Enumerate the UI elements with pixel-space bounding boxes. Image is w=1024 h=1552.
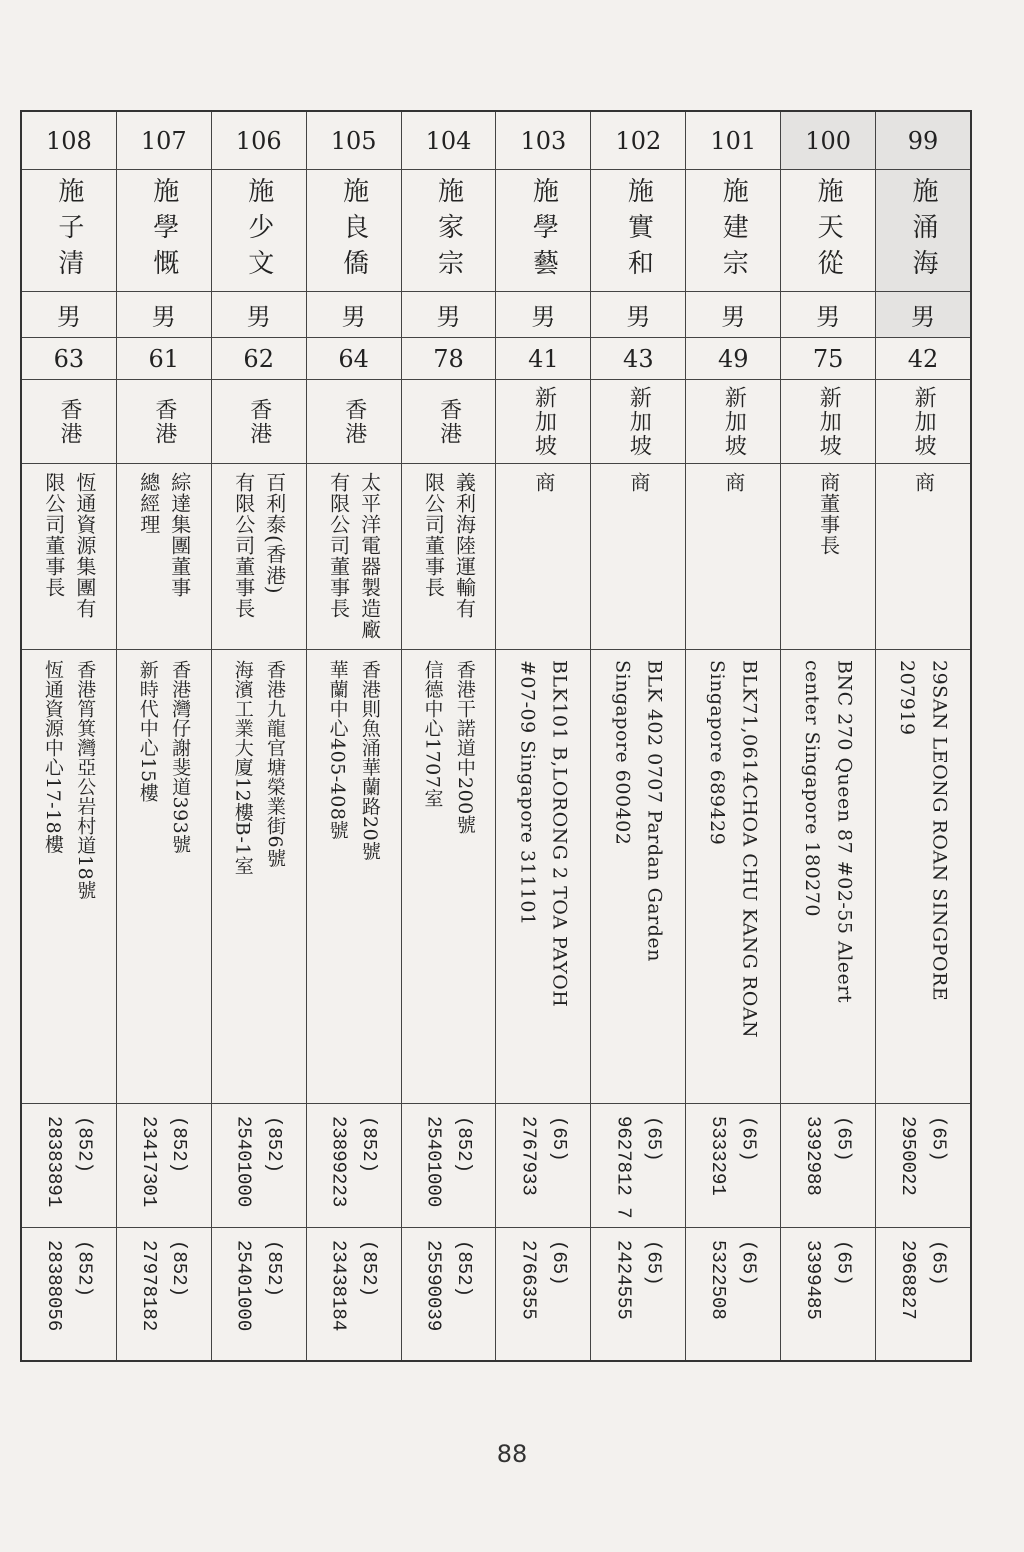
entry-phone: (65) 2767933 bbox=[517, 1116, 570, 1196]
entry-fax: (65) 2424555 bbox=[612, 1240, 665, 1320]
entry-name: 施天從 bbox=[813, 176, 844, 285]
table-column bbox=[22, 112, 116, 1360]
table-column bbox=[306, 112, 401, 1360]
entry-address: 香港則魚涌華蘭路20號 華蘭中心405-408號 bbox=[326, 660, 381, 861]
entry-address: 香港筲箕灣亞公岩村道18號 恆通資源中心17-18樓 bbox=[41, 660, 97, 900]
entry-fax: (852) 27978182 bbox=[137, 1240, 191, 1332]
entry-phone: (65) 2950022 bbox=[897, 1116, 950, 1196]
entry-sex: 男 bbox=[151, 303, 176, 331]
entry-fax: (852) 25401000 bbox=[232, 1240, 286, 1332]
entry-name: 施良僑 bbox=[338, 176, 369, 285]
entry-age: 64 bbox=[338, 344, 369, 373]
entry-number-cell bbox=[686, 112, 780, 170]
entry-phone: (852) 23899223 bbox=[327, 1116, 380, 1208]
entry-phone-cell bbox=[876, 1104, 970, 1228]
entry-sex-cell bbox=[496, 292, 590, 338]
entry-age-cell bbox=[496, 338, 590, 380]
entry-address: BLK71,0614CHOA CHU KANG ROAN Singapore 689429 bbox=[706, 660, 761, 1039]
entry-name-cell bbox=[781, 170, 875, 292]
entry-name-cell bbox=[307, 170, 401, 292]
entry-sex: 男 bbox=[721, 303, 746, 331]
entry-place-cell bbox=[22, 380, 116, 464]
entry-place: 香港 bbox=[436, 397, 462, 446]
entry-occupation-cell bbox=[876, 464, 970, 650]
entry-fax-cell bbox=[591, 1228, 685, 1360]
entry-age-cell bbox=[117, 338, 211, 380]
entry-address-cell bbox=[591, 650, 685, 1104]
entry-phone: (852) 25401000 bbox=[232, 1116, 286, 1208]
entry-number: 106 bbox=[235, 126, 282, 155]
entry-sex-cell bbox=[402, 292, 496, 338]
entry-age: 61 bbox=[148, 344, 180, 373]
entry-place-cell bbox=[402, 380, 496, 464]
entry-number: 103 bbox=[520, 126, 567, 155]
entry-fax-cell bbox=[402, 1228, 496, 1360]
entry-age-cell bbox=[307, 338, 401, 380]
entry-fax: (65) 2968827 bbox=[897, 1240, 950, 1320]
entry-age-cell bbox=[876, 338, 970, 380]
entry-phone-cell bbox=[591, 1104, 685, 1228]
entry-phone: (852) 28383891 bbox=[42, 1116, 96, 1208]
entry-phone-cell bbox=[686, 1104, 780, 1228]
entry-number-cell bbox=[212, 112, 306, 170]
entry-age: 42 bbox=[907, 344, 939, 373]
entry-number-cell bbox=[22, 112, 116, 170]
entry-sex: 男 bbox=[436, 303, 461, 331]
entry-sex: 男 bbox=[531, 303, 556, 331]
entry-place-cell bbox=[307, 380, 401, 464]
entry-occupation-cell bbox=[781, 464, 875, 650]
entry-place: 新加坡 bbox=[911, 385, 937, 458]
entry-fax: (852) 28388056 bbox=[42, 1240, 96, 1332]
entry-fax-cell bbox=[781, 1228, 875, 1360]
entry-name: 施建宗 bbox=[718, 176, 749, 285]
entry-phone-cell bbox=[212, 1104, 306, 1228]
entry-number-cell bbox=[496, 112, 590, 170]
entry-age-cell bbox=[591, 338, 685, 380]
entry-occupation-cell bbox=[117, 464, 211, 650]
entry-address-cell bbox=[496, 650, 590, 1104]
entry-occupation-cell bbox=[212, 464, 306, 650]
entry-place-cell bbox=[591, 380, 685, 464]
entry-occupation: 商 bbox=[626, 472, 651, 493]
entry-sex-cell bbox=[307, 292, 401, 338]
entry-name-cell bbox=[22, 170, 116, 292]
entry-occupation: 商董事長 bbox=[816, 472, 841, 556]
table-column bbox=[116, 112, 211, 1360]
entry-place-cell bbox=[496, 380, 590, 464]
entry-occupation: 商 bbox=[911, 472, 936, 493]
table-column bbox=[875, 112, 970, 1360]
entry-age: 62 bbox=[243, 344, 274, 373]
entry-phone: (65) 3392988 bbox=[802, 1116, 855, 1196]
entry-number-cell bbox=[876, 112, 970, 170]
entry-occupation: 綜達集團董事 總經理 bbox=[136, 472, 192, 598]
entry-fax: (852) 25590039 bbox=[422, 1240, 475, 1332]
entry-address-cell bbox=[212, 650, 306, 1104]
entry-name-cell bbox=[496, 170, 590, 292]
entry-number: 100 bbox=[805, 126, 852, 155]
entry-occupation-cell bbox=[496, 464, 590, 650]
entry-place: 新加坡 bbox=[721, 385, 747, 458]
entry-place: 香港 bbox=[56, 397, 82, 446]
entry-occupation-cell bbox=[402, 464, 496, 650]
entry-age: 75 bbox=[812, 344, 844, 373]
entry-name-cell bbox=[876, 170, 970, 292]
entry-address-cell bbox=[402, 650, 496, 1104]
entry-sex-cell bbox=[686, 292, 780, 338]
entry-fax-cell bbox=[496, 1228, 590, 1360]
entry-address-cell bbox=[22, 650, 116, 1104]
entry-sex-cell bbox=[591, 292, 685, 338]
entry-number: 99 bbox=[907, 126, 939, 155]
entry-name: 施家宗 bbox=[433, 176, 464, 285]
entry-address: 香港灣仔謝斐道393號 新時代中心15樓 bbox=[136, 660, 192, 854]
entry-address: BLK 402 0707 Pardan Garden Singapore 600402 bbox=[611, 660, 666, 962]
entry-name-cell bbox=[212, 170, 306, 292]
entry-fax: (65) 3399485 bbox=[802, 1240, 855, 1320]
entry-age: 41 bbox=[528, 344, 559, 373]
entry-place: 香港 bbox=[341, 397, 367, 446]
entry-phone-cell bbox=[781, 1104, 875, 1228]
entry-number-cell bbox=[402, 112, 496, 170]
entry-number: 101 bbox=[710, 126, 757, 155]
entry-phone: (852) 23417301 bbox=[137, 1116, 191, 1208]
entry-age-cell bbox=[22, 338, 116, 380]
entry-name-cell bbox=[686, 170, 780, 292]
member-table bbox=[20, 110, 972, 1362]
entry-name: 施涌海 bbox=[908, 176, 939, 285]
entry-address: 29SAN LEONG ROAN SINGPORE 207919 bbox=[896, 660, 951, 1002]
entry-phone: (65) 9627812 7 bbox=[612, 1116, 665, 1219]
entry-fax-cell bbox=[212, 1228, 306, 1360]
entry-age-cell bbox=[686, 338, 780, 380]
table-column bbox=[780, 112, 875, 1360]
entry-sex-cell bbox=[117, 292, 211, 338]
entry-age-cell bbox=[402, 338, 496, 380]
entry-address-cell bbox=[876, 650, 970, 1104]
entry-address: BLK101 B,LORONG 2 TOA PAYOH #07-09 Singapore 311101 bbox=[516, 660, 571, 1008]
entry-sex: 男 bbox=[341, 303, 366, 331]
entry-fax-cell bbox=[22, 1228, 116, 1360]
entry-number-cell bbox=[307, 112, 401, 170]
entry-name-cell bbox=[402, 170, 496, 292]
entry-number-cell bbox=[591, 112, 685, 170]
entry-place-cell bbox=[781, 380, 875, 464]
entry-sex: 男 bbox=[626, 303, 651, 331]
entry-name: 施學藝 bbox=[528, 176, 559, 285]
entry-number: 105 bbox=[330, 126, 377, 155]
entry-phone-cell bbox=[496, 1104, 590, 1228]
entry-occupation: 商 bbox=[721, 472, 746, 493]
entry-age: 78 bbox=[433, 344, 464, 373]
entry-occupation-cell bbox=[686, 464, 780, 650]
entry-place: 新加坡 bbox=[531, 385, 557, 458]
entry-fax: (65) 2766355 bbox=[517, 1240, 570, 1320]
table-column bbox=[685, 112, 780, 1360]
entry-name-cell bbox=[117, 170, 211, 292]
entry-number: 104 bbox=[425, 126, 472, 155]
entry-occupation-cell bbox=[591, 464, 685, 650]
entry-name: 施實和 bbox=[623, 176, 654, 285]
entry-place: 新加坡 bbox=[816, 385, 842, 458]
entry-sex-cell bbox=[212, 292, 306, 338]
entry-fax-cell bbox=[876, 1228, 970, 1360]
entry-number-cell bbox=[781, 112, 875, 170]
entry-occupation-cell bbox=[307, 464, 401, 650]
entry-place-cell bbox=[117, 380, 211, 464]
entry-occupation: 恆通資源集團有 限公司董事長 bbox=[41, 472, 97, 619]
entry-phone-cell bbox=[402, 1104, 496, 1228]
entry-place: 香港 bbox=[246, 397, 272, 446]
entry-occupation: 太平洋電器製造廠 有限公司董事長 bbox=[326, 472, 382, 640]
entry-fax-cell bbox=[117, 1228, 211, 1360]
entry-sex-cell bbox=[22, 292, 116, 338]
entry-occupation-cell bbox=[22, 464, 116, 650]
entry-sex: 男 bbox=[911, 303, 936, 331]
entry-sex-cell bbox=[781, 292, 875, 338]
entry-place-cell bbox=[212, 380, 306, 464]
entry-address-cell bbox=[686, 650, 780, 1104]
entry-fax: (852) 23438184 bbox=[327, 1240, 380, 1332]
entry-phone: (65) 5333291 bbox=[707, 1116, 760, 1196]
entry-number: 108 bbox=[45, 126, 92, 155]
entry-place-cell bbox=[876, 380, 970, 464]
entry-address-cell bbox=[117, 650, 211, 1104]
entry-number-cell bbox=[117, 112, 211, 170]
entry-address-cell bbox=[781, 650, 875, 1104]
page-number: 88 bbox=[496, 1440, 528, 1468]
table-column bbox=[211, 112, 306, 1360]
entry-sex: 男 bbox=[816, 303, 841, 331]
entry-place: 香港 bbox=[151, 397, 177, 446]
entry-place: 新加坡 bbox=[626, 385, 652, 458]
entry-phone-cell bbox=[307, 1104, 401, 1228]
entry-fax-cell bbox=[686, 1228, 780, 1360]
entry-sex-cell bbox=[876, 292, 970, 338]
entry-age-cell bbox=[212, 338, 306, 380]
table-column bbox=[590, 112, 685, 1360]
entry-age: 49 bbox=[717, 344, 749, 373]
entry-age: 63 bbox=[53, 344, 85, 373]
entry-phone: (852) 25401000 bbox=[422, 1116, 475, 1208]
entry-phone-cell bbox=[117, 1104, 211, 1228]
entry-number: 102 bbox=[615, 126, 662, 155]
entry-number: 107 bbox=[140, 126, 187, 155]
entry-sex: 男 bbox=[56, 303, 81, 331]
entry-address: 香港干諾道中200號 信德中心1707室 bbox=[421, 660, 476, 835]
table-column bbox=[495, 112, 590, 1360]
entry-sex: 男 bbox=[246, 303, 271, 331]
entry-fax: (65) 5322508 bbox=[707, 1240, 760, 1320]
entry-occupation: 百利泰(香港) 有限公司董事長 bbox=[231, 472, 287, 619]
entry-age-cell bbox=[781, 338, 875, 380]
entry-age: 43 bbox=[623, 344, 654, 373]
entry-name: 施少文 bbox=[243, 176, 274, 285]
entry-address: 香港九龍官塘榮業街6號 海濱工業大廈12樓B-1室 bbox=[231, 660, 286, 876]
entry-occupation: 義利海陸運輸有 限公司董事長 bbox=[421, 472, 477, 619]
entry-name: 施學慨 bbox=[148, 176, 179, 285]
entry-fax-cell bbox=[307, 1228, 401, 1360]
entry-name-cell bbox=[591, 170, 685, 292]
entry-phone-cell bbox=[22, 1104, 116, 1228]
table-column bbox=[401, 112, 496, 1360]
entry-address: BNC 270 Queen 87 #02-55 Aleert center Singapore 180270 bbox=[801, 660, 856, 1004]
entry-occupation: 商 bbox=[531, 472, 556, 493]
entry-name: 施子清 bbox=[53, 176, 84, 285]
entry-address-cell bbox=[307, 650, 401, 1104]
entry-place-cell bbox=[686, 380, 780, 464]
